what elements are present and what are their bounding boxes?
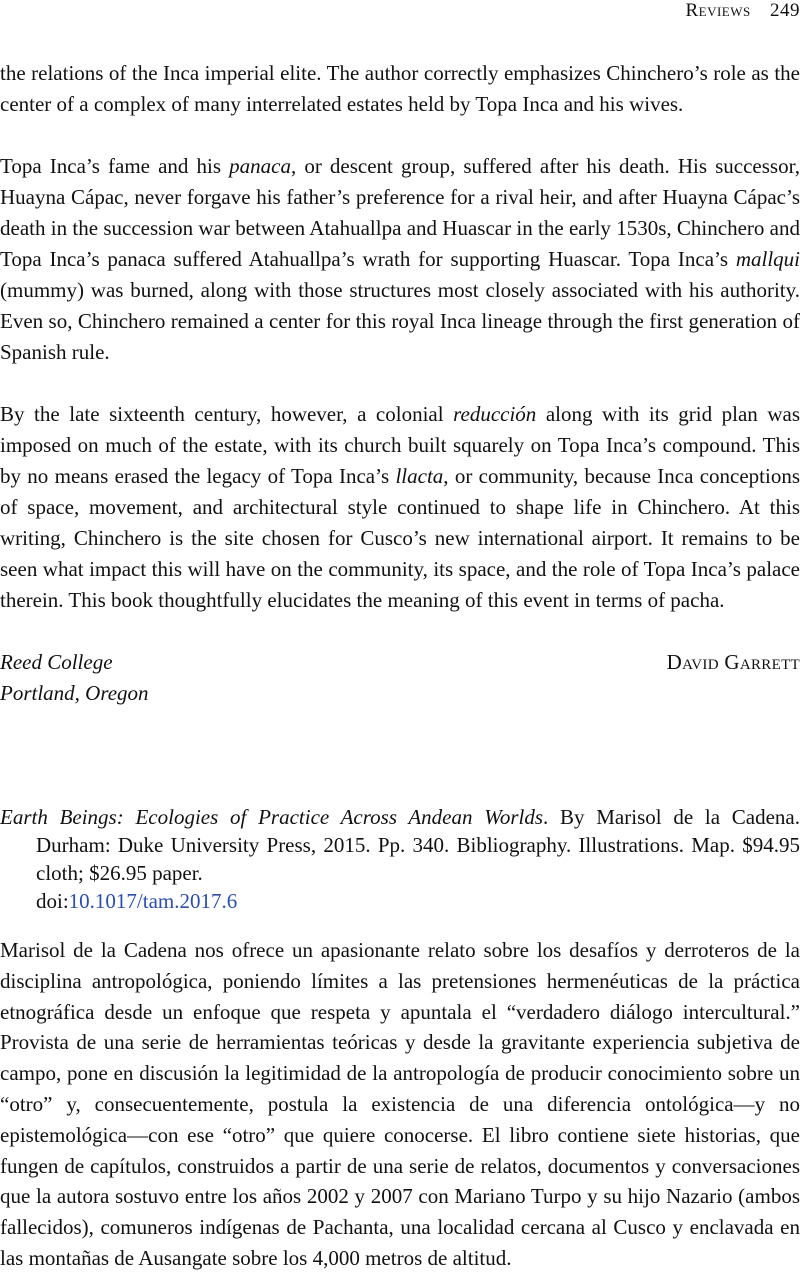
section-title: Reviews <box>685 0 751 21</box>
running-header <box>685 0 800 22</box>
paragraph-2-text-c: (mummy) was burned, along with those structures most closely associated with his authority. Even so, Chinchero remained a center for this royal Inca lineage through the first generation of Spanish rule. <box>0 278 800 364</box>
affiliation-institution: Reed College <box>0 650 113 674</box>
paragraph-3-text-b: along with its grid plan was imposed on much of the estate, with its church built squarely on Topa Inca’s compound. This by no means erased the legacy of Topa Inca’s <box>0 402 800 488</box>
book-title: Earth Beings: Ecologies of Practice Across Andean Worlds <box>0 805 543 829</box>
paragraph-2 <box>0 151 800 368</box>
affiliation-location: Portland, Oregon <box>0 681 149 705</box>
paragraph-3-text-a: By the late sixteenth century, however, a colonial <box>0 402 454 426</box>
reviewer-signature <box>0 647 800 709</box>
review-body <box>0 935 800 1274</box>
page-number: 249 <box>770 0 800 21</box>
doi-label: doi: <box>36 889 69 913</box>
term-reduccion: reducción <box>453 402 537 426</box>
paragraph-1: the relations of the Inca imperial elite. The author correctly emphasizes Chinchero’s role as the center of a complex of many interrelated estates held by Topa Inca and his wives. <box>0 61 800 116</box>
doi-link[interactable]: 10.1017/tam.2017.6 <box>68 889 238 913</box>
term-panaca: panaca <box>229 154 291 178</box>
book-details: . By Marisol de la Cadena. Durham: Duke University Press, 2015. Pp. 340. Bibliography. Illustrations. Map. $94.95 cloth; $26.95 paper. <box>36 805 800 885</box>
review-citation <box>0 803 800 915</box>
paragraph-3 <box>0 399 800 616</box>
page-content <box>0 58 800 1274</box>
reviewer-affiliation <box>0 647 149 709</box>
paragraph-2-text-b: , or descent group, suffered after his death. His successor, Huayna Cápac, never forgave his father’s preference for a rival heir, and after Huayna Cápac’s death in the succession war between Atahuallpa and Huascar in the early 1530s, Chinchero and Topa Inca’s panaca suffered Atahuallpa’s wrath for supporting Huascar. Topa Inca’s <box>0 154 800 271</box>
term-llacta: llacta <box>395 464 444 488</box>
reviewer-name: David Garrett <box>666 650 800 674</box>
review-paragraph-1: Marisol de la Cadena nos ofrece un apasionante relato sobre los desafíos y derroteros de la disciplina antropológica, poniendo límites a las pretensiones hermenéuticas de la práctica etnográfica desde un enfoque que respeta y apuntala el “verdadero diálogo intercultural.” Provista de una serie de herramientas teóricas y desde la gravitante experiencia subjetiva de campo, pone en discusión la legitimidad de la antropología de producir conocimiento sobre un “otro” y, consecuentemente, postula la existencia de una diferencia ontológica—y no epistemológica—con ese “otro” que quiere conocerse. El libro contiene siete historias, que fungen de capítulos, construidos a partir de una serie de relatos, documentos y conversaciones que la autora sostuvo entre los años 2002 y 2007 con Mariano Turpo y su hijo Nazario (ambos fallecidos), comuneros indígenas de Pachanta, una localidad cercana al Cusco y enclavada en las montañas de Ausangate sobre los 4,000 metros de altitud. <box>0 938 800 1270</box>
paragraph-3-text-c: , or community, because Inca conceptions of space, movement, and architectural style continued to shape life in Chinchero. At this writing, Chinchero is the site chosen for Cusco’s new international airport. It remains to be seen what impact this will have on the community, its space, and the role of Topa Inca’s palace therein. This book thoughtfully elucidates the meaning of this event in terms of pacha. <box>0 464 800 612</box>
term-mallqui: mallqui <box>735 247 800 271</box>
paragraph-2-text-a: Topa Inca’s fame and his <box>0 154 230 178</box>
